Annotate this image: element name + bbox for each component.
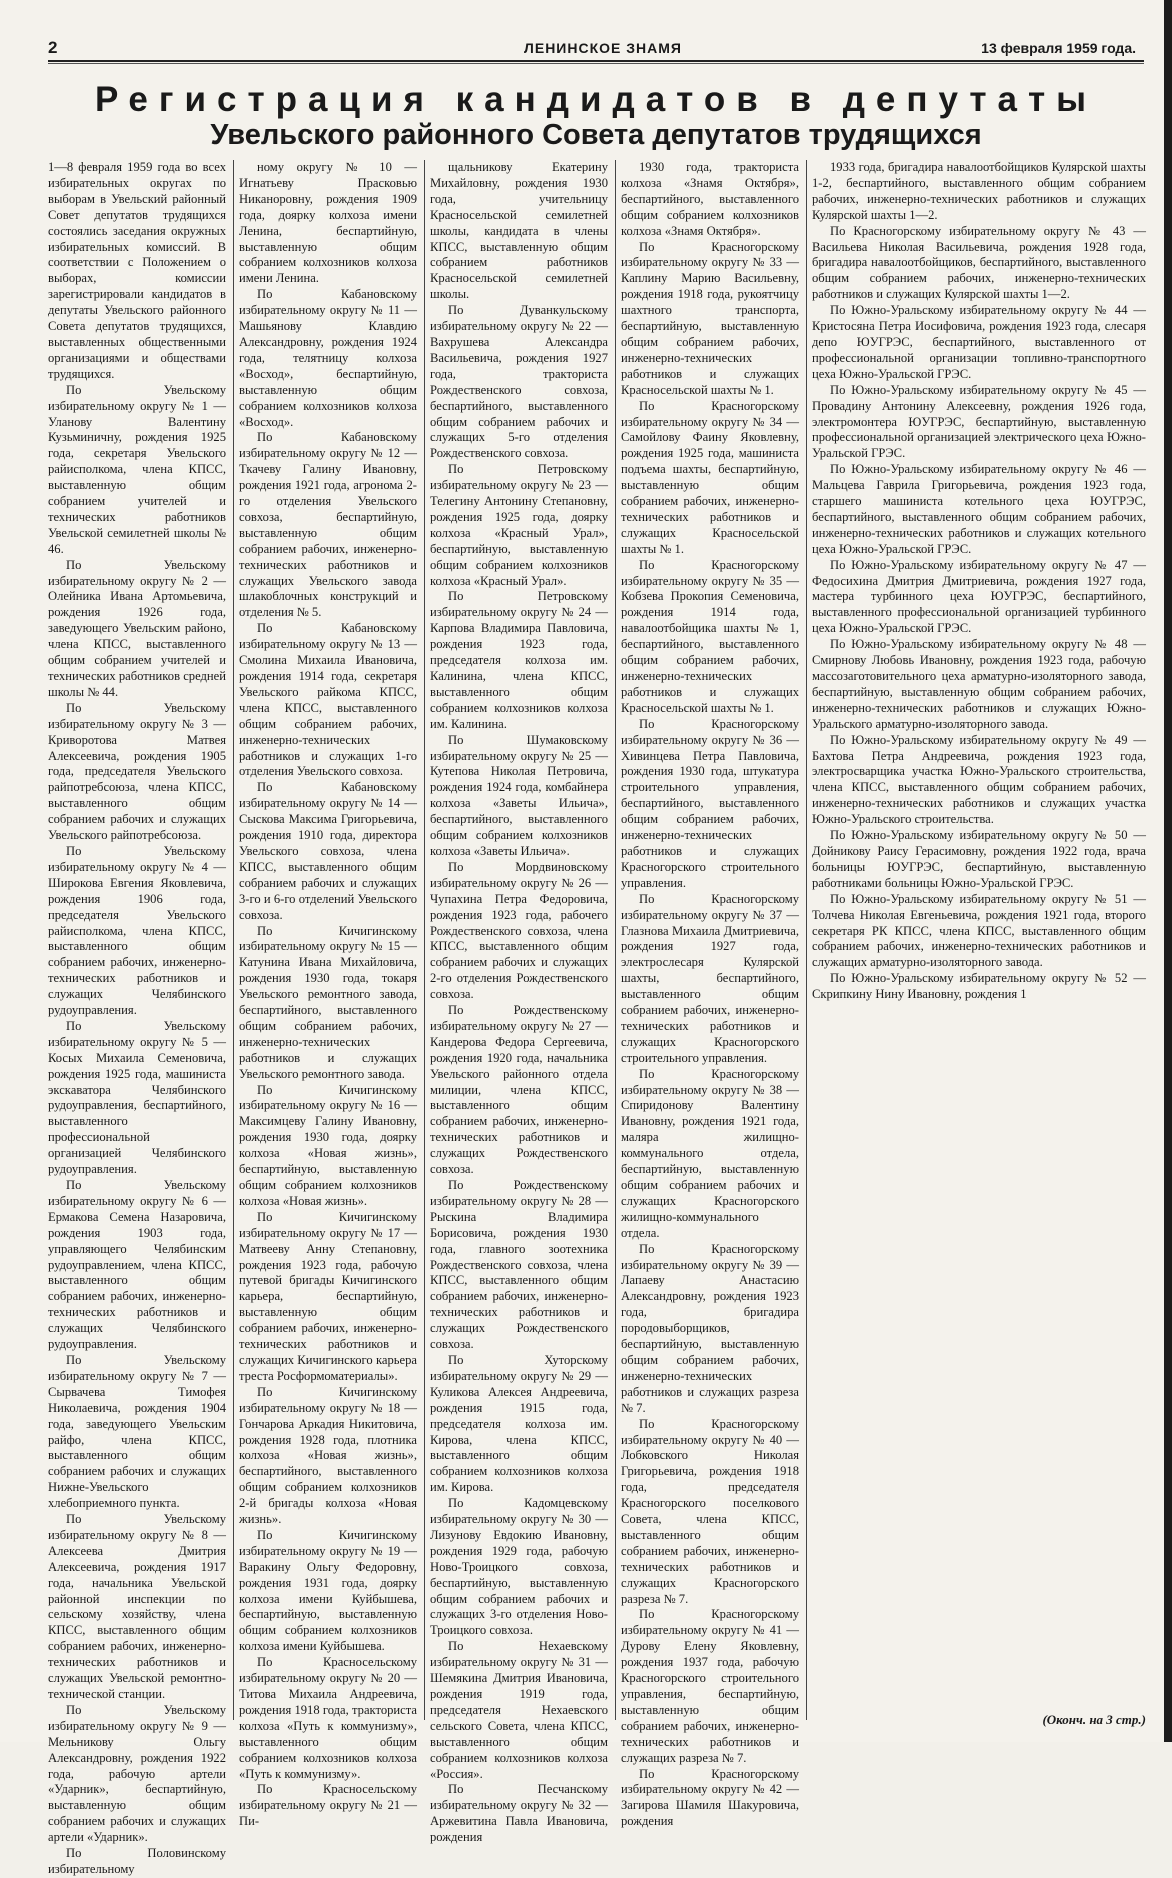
candidate-paragraph: По Красногорскому избирательному округу № 42 — Загирова Шамиля Шакуровича, рождения [621,1766,799,1829]
candidate-paragraph: По Кичигинскому избирательному округу № 15 — Катунина Ивана Михайловича, рождения 1930 года, токаря Увельского ремонтного завода, беспартийного, выставленного общим собранием рабочих, инженерно-технических работников и служащих Увельского ремонтного завода. [239,923,417,1081]
candidate-paragraph: По Кичигинскому избирательному округу № 16 — Максимцеву Галину Ивановну, рождения 1930 года, доярку колхоза «Новая жизнь», беспартийную, выставленную общим собранием колхозников колхоза «Новая жизнь». [239,1082,417,1208]
column-divider [615,160,616,1720]
header-rule [48,60,1144,62]
candidate-paragraph: По Красносельскому избирательному округу № 20 — Титова Михаила Андреевича, рождения 1918 года, тракториста колхоза «Путь к коммунизму», выставленного общим собранием колхозников колхоза «Путь к коммунизму». [239,1655,417,1781]
header-rule-thin [48,63,1144,64]
candidate-paragraph: По Кадомцевскому избирательному округу № 30 — Лизунову Евдокию Ивановну, рождения 1929 года, рабочую Ново-Троицкого совхоза, беспартийную, выставленную общим собранием рабочих и служащих 3-го отделения Ново-Троицкого совхоза. [430,1496,608,1638]
candidate-paragraph: По Кабановскому избирательному округу № 13 — Смолина Михаила Ивановича, рождения 1914 года, секретаря Увельского райкома КПСС, члена КПСС, выставленного общим собранием рабочих, инженерно-технических работников и служащих 1-го отделения Увельского совхоза. [239,621,417,779]
text-column-4 [621,160,799,1829]
candidate-paragraph: ному округу № 10 — Игнатьеву Прасковью Никаноровну, рождения 1909 года, доярку колхоза имени Ленина, беспартийную, выставленную общим собранием колхозников колхоза имени Ленина. [239,160,417,286]
candidate-paragraph: По Увельскому избирательному округу № 6 — Ермакова Семена Назаровича, рождения 1903 года, управляющего Челябинским рудоуправлением, члена КПСС, выставленного общим собранием рабочих, инженерно-технических работников и служащих Челябинского рудоуправления. [48,1178,226,1352]
candidate-paragraph: По Южно-Уральскому избирательному округу № 51 — Толчева Николая Евгеньевича, рождения 1921 года, второго секретаря РК КПСС, члена КПСС, выставленного общим собранием рабочих, инженерно-технических работников и служащих арматурно-изоляторного завода. [812,891,1146,970]
candidate-paragraph: По Песчанскому избирательному округу № 32 — Аржевитина Павла Ивановича, рождения [430,1782,608,1845]
candidate-paragraph: По Увельскому избирательному округу № 3 — Криворотова Матвея Алексеевича, рождения 1905 года, председателя Увельского райпотребсоюза, члена КПСС, выставленного общим собранием рабочих и служащих Увельского райпотребсоюза. [48,700,226,843]
candidate-paragraph: 1933 года, бригадира навалоотбойщиков Кулярской шахты 1-2, беспартийного, выставленного общим собранием рабочих, инженерно-технических работников и служащих Кулярской шахты 1—2. [812,160,1146,222]
candidate-paragraph: По Нехаевскому избирательному округу № 31 — Шемякина Дмитрия Ивановича, рождения 1919 года, председателя Нехаевского сельского Совета, члена КПСС, выставленного общим собранием колхозников колхоза «Россия». [430,1639,608,1781]
candidate-paragraph: По Красногорскому избирательному округу № 36 — Хивинцева Петра Павловича, рождения 1930 года, штукатура строительного управления, беспартийного, выставленного общим собранием рабочих, инженерно-технических работников и служащих Красногорского строительного управления. [621,716,799,890]
page-number: 2 [48,38,58,57]
continuation-note: (Оконч. на 3 стр.) [1042,1712,1146,1727]
candidate-paragraph: По Красногорскому избирательному округу № 37 — Глазнова Михаила Дмитриевича, рождения 1927 года, электрослесаря Кулярской шахты, беспартийного, выставленного общим собранием рабочих, инженерно-технических работников и служащих Красногорского строительного управления. [621,891,799,1065]
candidate-paragraph: По Красногорскому избирательному округу № 41 — Дурову Елену Яковлевну, рождения 1937 года, рабочую Красногорского строительного управления, беспартийную, выставленную общим собранием рабочих, инженерно-технических работников и служащих разреза № 7. [621,1607,799,1765]
candidate-paragraph: По Южно-Уральскому избирательному округу № 47 — Федосихина Дмитрия Дмитриевича, рождения 1927 года, мастера турбинного цеха ЮУГРЭС, беспартийного, выставленного профессиональной организацией турбинного цеха Южно-Уральской ГРЭС. [812,557,1146,636]
candidate-paragraph: По Кичигинскому избирательному округу № 18 — Гончарова Аркадия Никитовича, рождения 1928 года, плотника колхоза «Новая жизнь», беспартийного, выставленного общим собранием колхозников 2-й бригады колхоза «Новая жизнь». [239,1384,417,1527]
candidate-paragraph: По Увельскому избирательному округу № 5 — Косых Михаила Семеновича, рождения 1925 года, машиниста экскаватора Челябинского рудоуправления, беспартийного, выставленного профессиональной организацией Челябинского рудоуправления. [48,1018,226,1177]
candidate-paragraph: По Рождественскому избирательному округу № 28 — Рыскина Владимира Борисовича, рождения 1930 года, главного зоотехника Рождественского совхоза, члена КПСС, выставленного общим собранием рабочих, инженерно-технических работников и служащих Рождественского совхоза. [430,1178,608,1352]
column-divider [233,160,234,1720]
candidate-paragraph: По Дуванкульскому избирательному округу № 22 — Вахрушева Александра Васильевича, рождения 1927 года, тракториста Рождественского совхоза, беспартийного, выставленного общим собранием рабочих и служащих 5-го отделения Рождественского совхоза. [430,303,608,461]
candidate-paragraph: По Красногорскому избирательному округу № 34 — Самойлову Фаину Яковлевну, рождения 1925 года, машиниста подъема шахты, беспартийную, выставленную общим собранием рабочих, инженерно-технических работников и служащих Красносельской шахты № 1. [621,398,799,556]
candidate-paragraph: По Увельскому избирательному округу № 7 — Сырвачева Тимофея Николаевича, рождения 1904 года, заведующего Увельским райфо, члена КПСС, выставленного общим собранием рабочих и служащих Нижне-Увельского хлебоприемного пункта. [48,1352,226,1511]
candidate-paragraph: По Увельскому избирательному округу № 4 — Широкова Евгения Яковлевича, рождения 1906 года, председателя Увельского райисполкома, члена КПСС, выставленного общим собранием рабочих, инженерно-технических работников и служащих Челябинского рудоуправления. [48,843,226,1018]
candidate-paragraph: По Шумаковскому избирательному округу № 25 — Кутепова Николая Петровича, рождения 1924 года, комбайнера колхоза «Заветы Ильича», беспартийного, выставленного общим собранием колхозников колхоза «Заветы Ильича». [430,732,608,858]
newspaper-title: ЛЕНИНСКОЕ ЗНАМЯ [524,40,682,56]
candidate-paragraph: 1930 года, тракториста колхоза «Знамя Октября», беспартийного, выставленного общим собранием колхозников колхоза «Знамя Октября». [621,160,799,238]
candidate-paragraph: По Увельскому избирательному округу № 9 — Мельникову Ольгу Александровну, рождения 1922 года, рабочую артели «Ударник», беспартийную, выставленную общим собранием рабочих и служащих артели «Ударник». [48,1702,226,1845]
candidate-paragraph: По Увельскому избирательному округу № 1 — Уланову Валентину Кузьминичну, рождения 1925 года, секретаря Увельского райисполкома, члена КПСС, выставленную общим собранием учителей и технических работников Увельской семилетней школы № 46. [48,382,226,556]
candidate-paragraph: По Мордвиновскому избирательному округу № 26 — Чупахина Петра Федоровича, рождения 1923 года, рабочего Рождественского совхоза, члена КПСС, выставленного общим собранием рабочих и служащих 2-го отделения Рождественского совхоза. [430,859,608,1002]
candidate-paragraph: По Кичигинскому избирательному округу № 17 — Матвееву Анну Степановну, рождения 1923 года, рабочую путевой бригады Кичигинского карьера, беспартийную, выставленную общим собранием рабочих, инженерно-технических работников и служащих Кичигинского карьера треста Росформоматериалы». [239,1209,417,1383]
candidate-paragraph: По Южно-Уральскому избирательному округу № 46 — Мальцева Гаврила Григорьевича, рождения 1923 года, старшего машиниста котельного цеха ЮУГРЭС, беспартийного, выставленного общим собранием рабочих, инженерно-технических работников и служащих котельного цеха Южно-Уральской ГРЭС. [812,462,1146,556]
candidate-paragraph: По Хуторскому избирательному округу № 29 — Куликова Алексея Андреевича, рождения 1915 года, председателя колхоза им. Кирова, члена КПСС, выставленного общим собранием колхозников колхоза им. Кирова. [430,1352,608,1495]
candidate-paragraph: По Красногорскому избирательному округу № 33 — Каплину Марию Васильевну, рождения 1918 года, рукоятчицу шахтного транспорта, беспартийную, выставленную общим собранием рабочих, инженерно-технических работников и служащих Красносельской шахты № 1. [621,239,799,397]
candidate-paragraph: По Кабановскому избирательному округу № 14 — Сыскова Максима Григорьевича, рождения 1910 года, директора Увельского совхоза, члена КПСС, выставленного общим собранием рабочих и служащих 3-го и 6-го отделений Увельского совхоза. [239,780,417,922]
candidate-paragraph: щальникову Екатерину Михайловну, рождения 1930 года, учительницу Красносельской семилетней школы, кандидата в члены КПСС, выставленную общим собранием работников Красносельской семилетней школы. [430,160,608,302]
candidate-paragraph: По Увельскому избирательному округу № 8 — Алексеева Дмитрия Алексеевича, рождения 1917 года, начальника Увельской районной инспекции по сельскому хозяйству, члена КПСС, выставленного общим собранием рабочих, инженерно-технических работников и служащих Увельской ремонтно-технической станции. [48,1512,226,1701]
candidate-paragraph: 1—8 февраля 1959 года во всех избирательных округах по выборам в Увельский районный Совет депутатов трудящихся состоялись заседания окружных избирательных комиссий. В соответствии с Положением о выборах, комиссии зарегистрировали кандидатов в депутаты Увельского районного Совета депутатов трудящихся, выставленных общественными организациями и обществами трудящихся. [48,160,226,381]
column-divider [424,160,425,1720]
issue-date: 13 февраля 1959 года. [981,40,1136,56]
candidate-paragraph: По Красногорскому избирательному округу № 40 — Лобковского Николая Григорьевича, рождения 1918 года, председателя Красногорского поселкового Совета, члена КПСС, выставленного общим собранием рабочих, инженерно-технических работников и служащих Красногорского разреза № 7. [621,1416,799,1606]
candidate-paragraph: По Красногорскому избирательному округу № 38 — Спиридонову Валентину Ивановну, рождения 1921 года, маляра жилищно-коммунального отдела, беспартийную, выставленную общим собранием рабочих и служащих Красногорского жилищно-коммунального отдела. [621,1066,799,1240]
candidate-paragraph: По Кабановскому избирательному округу № 11 — Машьянову Клавдию Александровну, рождения 1924 года, телятницу колхоза «Восход», беспартийную, выставленную общим собранием колхозников колхоза «Восход». [239,287,417,429]
page-edge-shadow [1164,0,1172,1742]
candidate-paragraph: По Петровскому избирательному округу № 24 — Карпова Владимира Павловича, рождения 1923 года, председателя колхоза им. Калинина, члена КПСС, выставленного общим собранием колхозников колхоза им. Калинина. [430,589,608,731]
headline-line-2: Увельского районного Совета депутатов трудящихся [210,119,982,151]
candidate-paragraph: По Красногорскому избирательному округу № 43 — Васильева Николая Васильевича, рождения 1928 года, бригадира навалоотбойщиков, беспартийного, выставленного общим собранием рабочих, инженерно-технических работников и служащих Кулярской шахты 1—2. [812,223,1146,302]
candidate-paragraph: По Красносельскому избирательному округу № 21 — Пи- [239,1782,417,1829]
candidate-paragraph: По Кичигинскому избирательному округу № 19 — Варакину Ольгу Федоровну, рождения 1931 года, доярку колхоза имени Куйбышева, беспартийную, выставленную общим собранием колхозников колхоза имени Куйбышева. [239,1527,417,1654]
candidate-paragraph: По Южно-Уральскому избирательному округу № 49 — Бахтова Петра Андреевича, рождения 1923 года, электросварщика участка Южно-Уральского строительства, члена КПСС, выставленного общим собранием рабочих, инженерно-технических работников и служащих участка Южно-Уральского строительства. [812,732,1146,827]
candidate-paragraph: По Красногорскому избирательному округу № 35 — Кобзева Прокопия Семеновича, рождения 1914 года, навалоотбойщика шахты № 1, беспартийного, выставленного общим собранием рабочих, инженерно-технических работников и служащих Красносельской шахты № 1. [621,557,799,715]
candidate-paragraph: По Южно-Уральскому избирательному округу № 50 — Дойникову Раису Герасимовну, рождения 1922 года, врача больницы ЮУГРЭС, беспартийную, выставленную работниками больницы Южно-Уральской ГРЭС. [812,828,1146,890]
text-column-1 [48,160,226,1876]
candidate-paragraph: По Южно-Уральскому избирательному округу № 48 — Смирнову Любовь Ивановну, рождения 1923 года, рабочую массозаготовительного цеха арматурно-изоляторного завода, беспартийную, выставленную общим собранием рабочих, инженерно-технических работников и служащих Южно-Уральского арматурно-изоляторного завода. [812,637,1146,731]
candidate-paragraph: По Южно-Уральскому избирательному округу № 44 — Кристосяна Петра Иосифовича, рождения 1923 года, слесаря депо ЮУГРЭС, беспартийного, выставленного от профессиональной организации топливно-транспортного цеха Южно-Уральской ГРЭС. [812,303,1146,381]
text-column-3 [430,160,608,1845]
candidate-paragraph: По Кабановскому избирательному округу № 12 — Ткачеву Галину Ивановну, рождения 1921 года, агронома 2-го отделения Увельского совхоза, беспартийную, выставленную общим собранием рабочих, инженерно-технических работников и служащих Увельского завода шлакоблочных конструкций и отделения № 5. [239,430,417,620]
candidate-paragraph: По Южно-Уральскому избирательному округу № 45 — Провадину Антонину Алексеевну, рождения 1926 года, электромонтера ЮУГРЭС, беспартийную, выставленную профессиональной организацией электрического цеха Южно-Уральской ГРЭС. [812,382,1146,461]
candidate-paragraph: По Половинскому избирательному [48,1846,226,1876]
candidate-paragraph: По Рождественскому избирательному округу № 27 — Кандерова Федора Сергеевича, рождения 1920 года, начальника Увельского районного отдела милиции, члена КПСС, выставленного общим собранием рабочих, инженерно-технических работников и служащих Рождественского совхоза. [430,1003,608,1177]
candidate-paragraph: По Южно-Уральскому избирательному округу № 52 — Скрипкину Нину Ивановну, рождения 1 [812,971,1146,1002]
text-column-5 [812,160,1146,1705]
candidate-paragraph: По Петровскому избирательному округу № 23 — Телегину Антонину Степановну, рождения 1925 года, доярку колхоза «Красный Урал», беспартийную, выставленную общим собранием колхозников колхоза «Красный Урал». [430,462,608,588]
candidate-paragraph: По Красногорскому избирательному округу № 39 — Лапаеву Анастасию Александровну, рождения 1923 года, бригадира породовыборщиков, беспартийную, выставленную общим собранием рабочих, инженерно-технических работников и служащих разреза № 7. [621,1241,799,1415]
candidate-paragraph: По Увельскому избирательному округу № 2 — Олейника Ивана Артомьевича, рождения 1926 года, заведующего Увельским районо, члена КПСС, выставленного общим собранием учителей и технических работников средней школы № 44. [48,557,226,699]
masthead [48,38,1158,58]
headline-line-1: Регистрация кандидатов в депутаты [94,80,1098,119]
text-column-2 [239,160,417,1829]
column-divider [806,160,807,1720]
